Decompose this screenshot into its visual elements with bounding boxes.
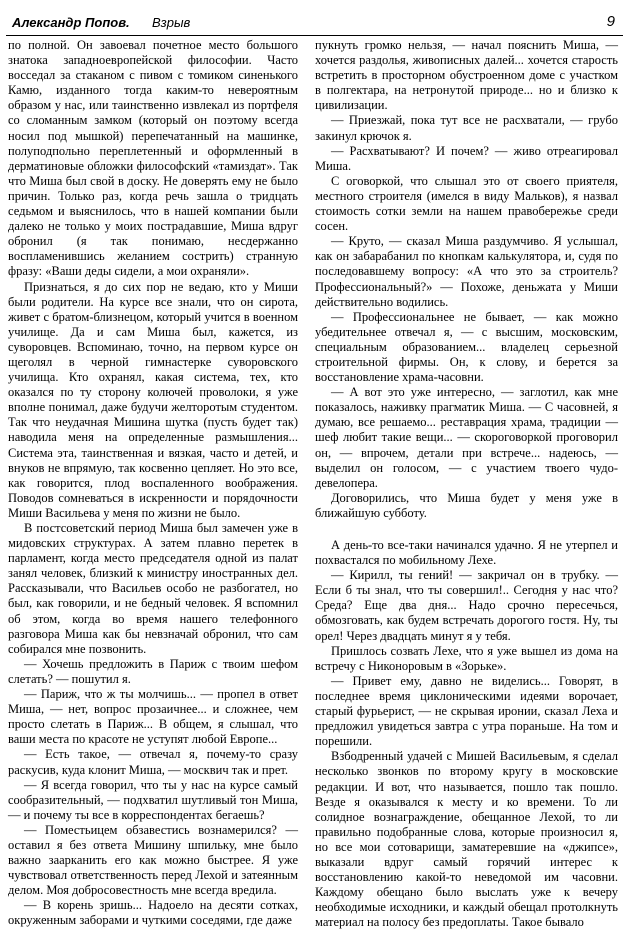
paragraph: — Есть такое, — отвечал я, почему-то сразу раскусив, куда клонит Миша, — москвич так и прет.	[8, 747, 298, 777]
paragraph: Взбодренный удачей с Мишей Васильевым, я сделал несколько звонков по второму кругу в московские редакции. И вот, что называется, пошло так пошло. Везде я оказывался к месту и ко времени. То ли солидное вознаграждение, обещанное Лехой, то ли правильно подобранные слова, которые произносил я, но все мои сотоварищи, заматеревшие на «джипсе», выказали вдруг самый горячий интерес к восстановлению какой-то неведомой им часовни. Каждому обещано было выслать уже к вечеру необходимые исходники, и каждый обещал протолкнуть материал на полосу без предоплаты. Такое бывало	[315, 749, 618, 930]
paragraph: — Круто, — сказал Миша раздумчиво. Я услышал, как он забарабанил по кнопкам калькулятора, и, судя по последовавшему вопросу: «А что это за строитель? Профессиональный?» — Похоже, деньжата у Миши действительно водились.	[315, 234, 618, 309]
left-column	[8, 38, 298, 928]
paragraph: — Я всегда говорил, что ты у нас на курсе самый сообразительный, — подхватил шутливый тон Миша, — и почему ты все в корреспондентах бегаешь?	[8, 777, 298, 822]
paragraph: Пришлось созвать Лехе, что я уже вышел из дома на встречу с Никоноровым в «Зорьке».	[315, 643, 618, 673]
section-break	[315, 521, 618, 538]
paragraph: Признаться, я до сих пор не ведаю, кто у Миши были родители. На курсе все знали, что он сирота, живет с братом-близнецом, который учится в военном училище. Да и сам Миша был, кажется, из суворовцев. Вспоминаю, точно, на первом курсе он щеголял в черной гимнастерке суворовского училища. Кто охранял, какая система, тех, кто оказался по ту сторону колючей проволоки, я уже вполне понимал, даже будучи желторотым студентом. Так что неудачная Мишина шутка (пусть будет так) наводила меня на определенные размышления... Система эта, таинственная и вязкая, часто и детей, и внуков не впрямую, так косвенно цепляет. Но это все, как говорится, плод воспаленного воображения. Поводов сомневаться в искренности и порядочности Миши Васильева у меня по жизни не было.	[8, 279, 298, 520]
paragraph: — Привет ему, давно не виделись... Говорят, в последнее время циклоническими идеями ворочает, старый фурьерист, — не скрывая иронии, сказал Леха и предложил увидеться завтра с утра пораньше. На том и порешили.	[315, 673, 618, 749]
paragraph: — Париж, что ж ты молчишь... — пропел в ответ Миша, — нет, вопрос прозаичнее... и сложнее, чем просто слетать в Париж... В общем, я слышал, что ваши места по красоте не уступят любой Европе...	[8, 687, 298, 747]
page-number: 9	[606, 13, 615, 30]
paragraph: — Профессиональнее не бывает, — как можно убедительнее отвечал я, — с высшим, московским, специальным образованием... владелец серьезной строительной фирмы. Он, к слову, и берется за восстановление храма-часовни.	[315, 309, 618, 385]
paragraph: — Кирилл, ты гений! — закричал он в трубку. — Если б ты знал, что ты совершил!.. Сегодня у нас что? Среда? Еще два дня... Надо срочно пересечься, обмозговать, как будем встречать дорогого гостя. Ну, ты орел! Через двадцать минут я у тебя.	[315, 568, 618, 643]
paragraph: В постсоветский период Миша был замечен уже в мидовских структурах. А затем плавно перетек в парламент, когда место председателя одной из палат занял человек, близкий к министру иностранных дел. Рассказывали, что Васильев особо не разбогател, но был, как говорили, и не бедный человек. Я вспомнил об этом, когда во время нашего телефонного разговора Миша как бы невзначай обронил, что сам собирался мне позвонить.	[8, 521, 298, 656]
paragraph: пукнуть громко нельзя, — начал пояснить Миша, — хочется раздолья, живописных далей... хочется старость встретить в просторном обустроенном доме с участком в полгектара, на нетронутой природе... но и близко к цивилизации.	[315, 38, 618, 113]
paragraph: — В корень зришь... Надоело на десяти сотках, окруженным заборами и чуткими соседями, где даже	[8, 898, 298, 928]
header-author: Александр Попов.	[12, 15, 130, 30]
paragraph: С оговоркой, что слышал это от своего приятеля, местного строителя (имелся в виду Мальков), я назвал стоимость сотки земли на нашем правобережье среди сосен.	[315, 173, 618, 234]
paragraph: — Поместьицем обзавестись вознамерился? — оставил я без ответа Мишину шпильку, мне было важно заарканить его как можно быстрее. Я уже чувствовал ответственность перед Лехой и затеянным делом. Моя добросовестность мне всегда вредила.	[8, 822, 298, 898]
paragraph: — Хочешь предложить в Париж с твоим шефом слетать? — пошутил я.	[8, 656, 298, 686]
paragraph: — Приезжай, пока тут все не расхватали, — грубо закинул крючок я.	[315, 113, 618, 143]
paragraph: Договорились, что Миша будет у меня уже в ближайшую субботу.	[315, 490, 618, 520]
right-column	[315, 38, 618, 930]
paragraph: — Расхватывают? И почем? — живо отреагировал Миша.	[315, 143, 618, 173]
header-title: Взрыв	[152, 15, 191, 30]
paragraph: — А вот это уже интересно, — заглотил, как мне показалось, наживку прагматик Миша. — С часовней, я думаю, все решаемо... реставрация храма, традиции — шеф любит такие вещи... — скороговоркой проговорил он, — впрочем, детали при встрече... надеюсь, — выделил он голосом, — с участием твоего чудо-девелопера.	[315, 385, 618, 490]
running-header	[6, 9, 623, 36]
paragraph: А день-то все-таки начинался удачно. Я не утерпел и похвастался по мобильному Лехе.	[315, 538, 618, 568]
paragraph: по полной. Он завоевал почетное место большого знатока западноевропейской философии. Часто восседал за стаканом с пивом с томиком синенького Камю, изданного тогда каким-то невероятным образом у нас, или таинственно извлекал из портфеля со сломанным замком (который он поэтому всегда носил под мышкой) перепечатанный на машинке, полуподпольно переплетенный и оформленный в дерматиновые обложки философский «тамиздат». Так что Миша был свой в доску. Не доверять ему не было причин. Только раз, когда речь зашла о тридцать седьмом и выяснилось, что в нашей компании были далеко не только у моих пострадавшие, Миша вдруг обронил (я так понимаю, несдержанно воспламенившись желанием сострить) странную фразу: «Ваши деды сидели, а мои охраняли».	[8, 38, 298, 279]
